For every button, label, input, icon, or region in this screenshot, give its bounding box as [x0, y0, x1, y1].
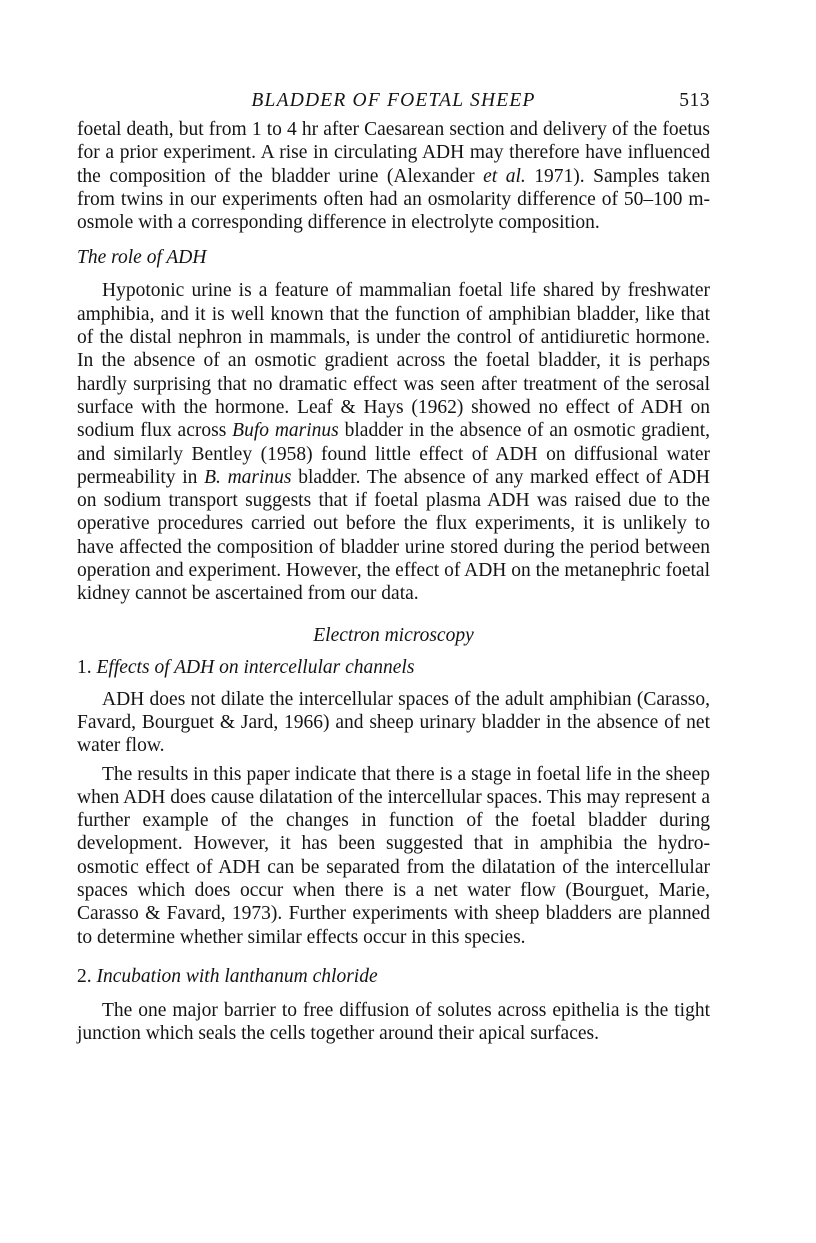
section-heading-electron-microscopy: Electron microscopy — [313, 624, 474, 646]
subsection-title: Incubation with lanthanum chloride — [96, 965, 378, 987]
subsection-number: 2. — [77, 965, 92, 987]
continued-text: foetal death, but from 1 to 4 hr after Caesarean section and delivery of the foetus for a prior experiment. A rise in circulating ADH may therefore have influenced the composition of the bladder urine (Alexander — [77, 119, 710, 187]
species-name: Bufo marinus — [232, 420, 339, 442]
subsection-title: Effects of ADH on intercellular channels — [96, 656, 415, 678]
subsection-heading-lanthanum — [77, 965, 710, 989]
subsection-heading-effects-of-adh — [77, 656, 710, 680]
role-text-b: bladder in the absence of an osmotic gradient, and similarly Bentley (1958) found little effect of ADH on diffusional water permeability in — [77, 420, 710, 488]
role-text-a: Hypotonic urine is a feature of mammalian foetal life shared by freshwater amphibia, and it is well known that the function of amphibian bladder, like that of the distal nephron in mammals, is under the control of antidiuretic hormone. In the absence of an osmotic gradient across the foetal bladder, it is perhaps hardly surprising that no dramatic effect was seen after treatment of the serosal surface with the hormone. Leaf & Hays (1962) showed no effect of ADH on sodium flux across — [77, 280, 710, 442]
effects-paragraph-2: The results in this paper indicate that there is a stage in foetal life in the sheep when ADH does cause dilatation of the intercellular spaces. This may represent a further example of the changes in function of the foetal bladder during development. However, it has been suggested that in amphibia the hydro-osmotic effect of ADH can be separated from the dilatation of the intercellular spaces which does occur when there is a net water flow (Bourguet, Marie, Carasso & Favard, 1973). Further experiments with sheep bladders are planned to determine whether similar effects occur in this species. — [77, 763, 710, 948]
effects-paragraph-1: ADH does not dilate the intercellular spaces of the adult amphibian (Carasso, Favard, Bourguet & Jard, 1966) and sheep urinary bladder in the absence of net water flow. — [77, 688, 710, 757]
role-of-adh-paragraph — [77, 279, 710, 605]
section-heading-role-of-adh: The role of ADH — [77, 247, 207, 269]
continued-paragraph — [77, 118, 710, 234]
subsection-number: 1. — [77, 656, 92, 678]
species-name-abbrev: B. marinus — [204, 466, 292, 488]
journal-page — [77, 86, 710, 1046]
running-title: BLADDER OF FOETAL SHEEP — [251, 90, 536, 111]
continued-text-end: 1971). Samples taken from twins in our experiments often had an osmolarity difference of 50–100 m-osmole with a corresponding difference in electrolyte composition. — [77, 165, 710, 234]
citation-et-al: et al. — [483, 165, 526, 187]
role-text-c: bladder. The absence of any marked effect of ADH on sodium transport suggests that if foetal plasma ADH was raised due to the operative procedures carried out before the flux experiments, it is unlikely to have affected the composition of bladder urine stored during the period between operation and experiment. However, the effect of ADH on the metanephric foetal kidney cannot be ascertained from our data. — [77, 466, 711, 605]
page-number: 513 — [679, 90, 710, 111]
running-header — [77, 86, 710, 116]
lanthanum-paragraph-1: The one major barrier to free diffusion of solutes across epithelia is the tight junction which seals the cells together around their apical surfaces. — [77, 999, 710, 1045]
